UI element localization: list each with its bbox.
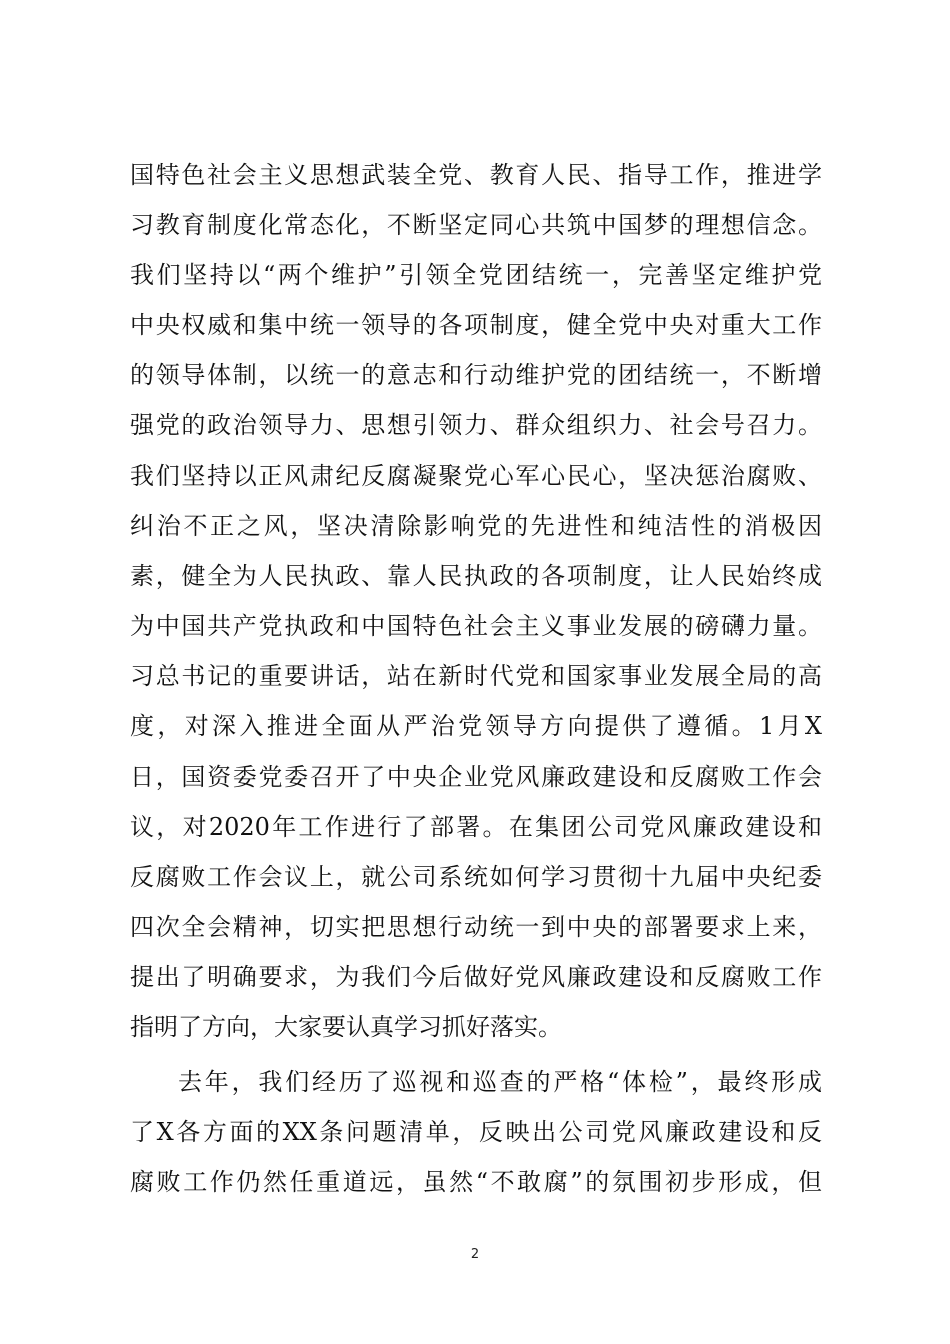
text-line: 素，健全为人民执政、靠人民执政的各项制度，让人民始终成 (130, 562, 822, 590)
text-line: 度，对深入推进全面从严治党领导方向提供了遵循。1月X (130, 712, 822, 740)
text-line: 议，对2020年工作进行了部署。在集团公司党风廉政建设和 (130, 813, 822, 841)
text-line: 纠治不正之风，坚决清除影响党的先进性和纯洁性的消极因 (130, 512, 822, 540)
text-line: 日，国资委党委召开了中央企业党风廉政建设和反腐败工作会 (130, 763, 822, 791)
text-line: 中央权威和集中统一领导的各项制度，健全党中央对重大工作 (130, 311, 822, 339)
text-line: 反腐败工作会议上，就公司系统如何学习贯彻十九届中央纪委 (130, 863, 822, 891)
text-line: 指明了方向，大家要认真学习抓好落实。 (130, 1013, 562, 1041)
text-line: 的领导体制，以统一的意志和行动维护党的团结统一，不断增 (130, 361, 822, 389)
text-line: 为中国共产党执政和中国特色社会主义事业发展的磅礴力量。 (130, 612, 822, 640)
text-line: 腐败工作仍然任重道远，虽然“不敢腐”的氛围初步形成，但 (130, 1168, 822, 1196)
text-line: 四次全会精神，切实把思想行动统一到中央的部署要求上来， (130, 913, 822, 941)
text-line: 我们坚持以“两个维护”引领全党团结统一，完善坚定维护党 (130, 261, 822, 289)
text-line: 国特色社会主义思想武装全党、教育人民、指导工作，推进学 (130, 161, 822, 189)
text-line: 习总书记的重要讲话，站在新时代党和国家事业发展全局的高 (130, 662, 822, 690)
text-line: 了X各方面的XX条问题清单，反映出公司党风廉政建设和反 (130, 1118, 822, 1146)
page-number: 2 (470, 1247, 480, 1262)
text-line: 提出了明确要求，为我们今后做好党风廉政建设和反腐败工作 (130, 963, 822, 991)
text-line: 习教育制度化常态化，不断坚定同心共筑中国梦的理想信念。 (130, 211, 822, 239)
paragraph-first-line: 去年，我们经历了巡视和巡查的严格“体检”，最终形成 (178, 1068, 822, 1096)
text-line: 强党的政治领导力、思想引领力、群众组织力、社会号召力。 (130, 411, 822, 439)
text-line: 我们坚持以正风肃纪反腐凝聚党心军心民心，坚决惩治腐败、 (130, 462, 822, 490)
